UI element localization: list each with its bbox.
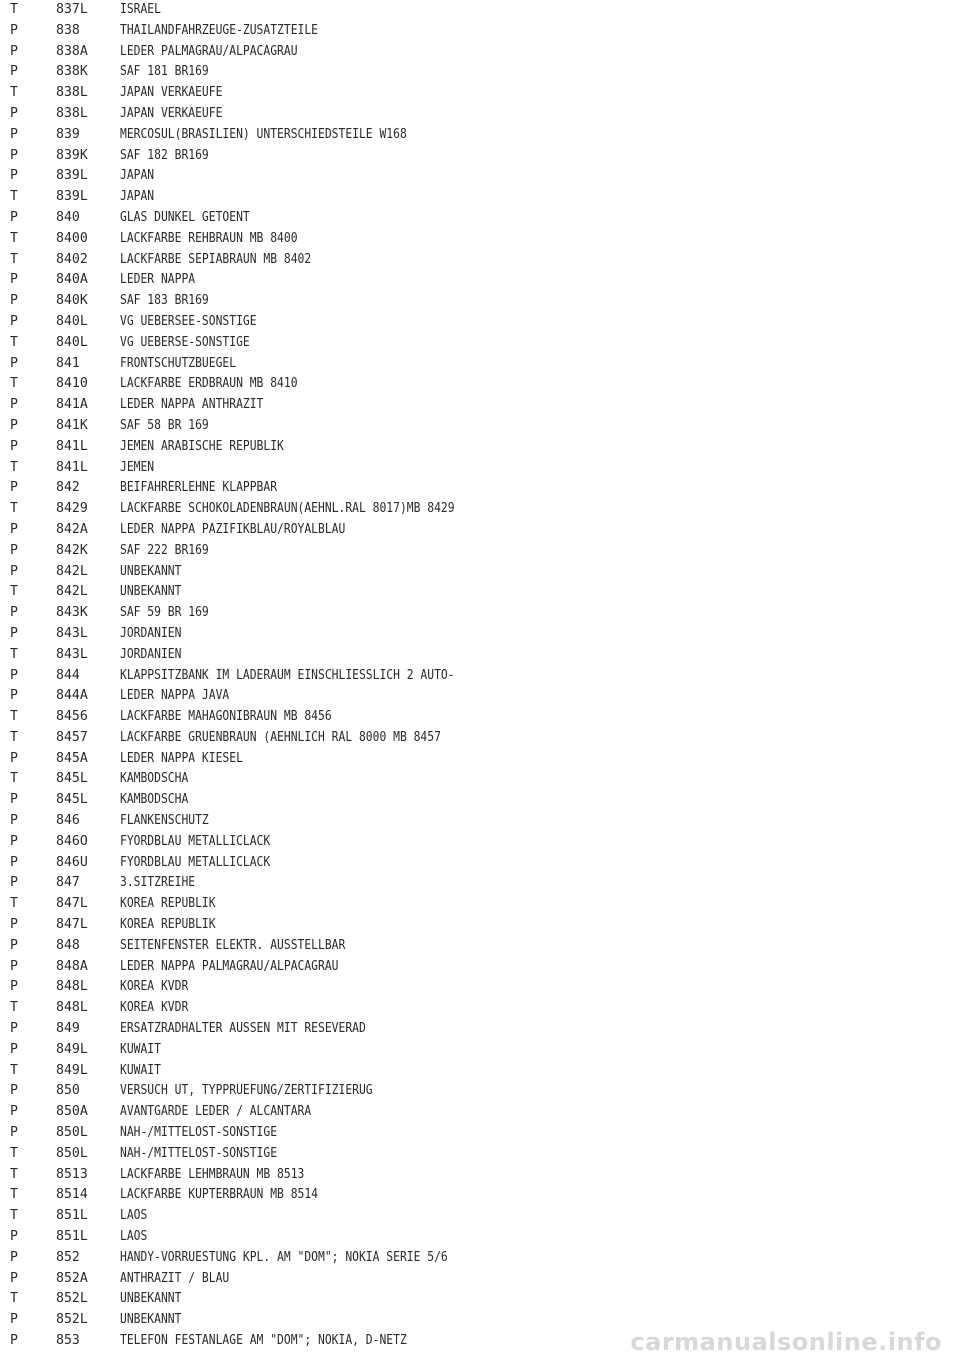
row-description: LEDER NAPPA PALMAGRAU/ALPACAGRAU — [120, 958, 339, 974]
row-description: KOREA KVDR — [120, 979, 189, 995]
row-description: LACKFARBE SCHOKOLADENBRAUN(AEHNL.RAL 8017)MB 8429 — [120, 501, 455, 517]
row-description: TELEFON FESTANLAGE AM "DOM"; NOKIA, D-NETZ — [120, 1333, 407, 1348]
row-code: 850L — [56, 1125, 88, 1141]
row-description: JAPAN — [120, 168, 155, 184]
code-row — [0, 1289, 960, 1310]
row-description: JEMEN — [120, 459, 155, 475]
row-code: 847L — [56, 917, 88, 933]
code-row — [0, 977, 960, 998]
code-row — [0, 42, 960, 63]
row-type: P — [10, 854, 18, 870]
row-type: P — [10, 979, 18, 995]
row-code: 838L — [56, 105, 88, 121]
code-row — [0, 936, 960, 957]
code-row — [0, 104, 960, 125]
row-description: UNBEKANNT — [120, 1291, 182, 1307]
code-row — [0, 686, 960, 707]
row-description: LEDER NAPPA KIESEL — [120, 750, 243, 766]
code-row — [0, 832, 960, 853]
row-type: P — [10, 480, 18, 496]
row-code: 841K — [56, 417, 88, 433]
row-type: T — [10, 459, 18, 475]
row-description: KAMBODSCHA — [120, 771, 189, 787]
row-code: 8514 — [56, 1187, 88, 1203]
row-type: P — [10, 542, 18, 558]
code-row — [0, 208, 960, 229]
row-type: P — [10, 147, 18, 163]
row-description: SAF 58 BR 169 — [120, 417, 209, 433]
code-row — [0, 1102, 960, 1123]
row-code: 849L — [56, 1041, 88, 1057]
code-row — [0, 707, 960, 728]
row-type: P — [10, 750, 18, 766]
row-description: THAILANDFAHRZEUGE-ZUSATZTEILE — [120, 22, 319, 38]
row-type: P — [10, 813, 18, 829]
row-code: 850A — [56, 1104, 88, 1120]
row-code: 845L — [56, 771, 88, 787]
row-description: FYORDBLAU METALLICLACK — [120, 833, 271, 849]
row-type: T — [10, 230, 18, 246]
row-description: LACKFARBE LEHMBRAUN MB 8513 — [120, 1166, 305, 1182]
code-row — [0, 1081, 960, 1102]
row-code: 838K — [56, 64, 88, 80]
row-code: 8456 — [56, 709, 88, 725]
row-description: SAF 182 BR169 — [120, 147, 209, 163]
row-code: 838L — [56, 85, 88, 101]
row-description: MERCOSUL(BRASILIEN) UNTERSCHIEDSTEILE W168 — [120, 126, 407, 142]
row-type: T — [10, 85, 18, 101]
row-type: T — [10, 1145, 18, 1161]
row-code: 842A — [56, 521, 88, 537]
code-row — [0, 416, 960, 437]
row-code: 840K — [56, 293, 88, 309]
code-row — [0, 998, 960, 1019]
row-code: 841L — [56, 459, 88, 475]
row-description: FRONTSCHUTZBUEGEL — [120, 355, 237, 371]
row-description: JORDANIEN — [120, 625, 182, 641]
row-code: 852A — [56, 1270, 88, 1286]
row-code: 847 — [56, 875, 80, 891]
row-code: 852L — [56, 1291, 88, 1307]
row-code: 843K — [56, 605, 88, 621]
code-row — [0, 1269, 960, 1290]
row-description: KOREA REPUBLIK — [120, 896, 216, 912]
code-row — [0, 1040, 960, 1061]
row-code: 847L — [56, 896, 88, 912]
row-description: LACKFARBE GRUENBRAUN (AEHNLICH RAL 8000 MB 8457 — [120, 729, 441, 745]
row-code: 848 — [56, 937, 80, 953]
row-type: P — [10, 521, 18, 537]
row-type: P — [10, 126, 18, 142]
row-code: 8402 — [56, 251, 88, 267]
row-code: 853 — [56, 1333, 80, 1348]
row-description: KUWAIT — [120, 1041, 161, 1057]
row-code: 839 — [56, 126, 80, 142]
code-row — [0, 624, 960, 645]
code-row — [0, 499, 960, 520]
row-type: T — [10, 376, 18, 392]
row-description: KOREA REPUBLIK — [120, 917, 216, 933]
row-type: P — [10, 313, 18, 329]
row-code: 850 — [56, 1083, 80, 1099]
code-row — [0, 1123, 960, 1144]
code-row — [0, 312, 960, 333]
row-type: T — [10, 1187, 18, 1203]
row-description: JAPAN VERKAEUFE — [120, 105, 223, 121]
row-description: KAMBODSCHA — [120, 792, 189, 808]
code-row — [0, 0, 960, 21]
row-code: 845A — [56, 750, 88, 766]
code-row — [0, 291, 960, 312]
row-type: P — [10, 1312, 18, 1328]
row-code: 849L — [56, 1062, 88, 1078]
code-row — [0, 1227, 960, 1248]
row-description: VG UEBERSEE-SONSTIGE — [120, 313, 257, 329]
row-description: SEITENFENSTER ELEKTR. AUSSTELLBAR — [120, 937, 346, 953]
code-row — [0, 166, 960, 187]
code-row — [0, 645, 960, 666]
row-type: T — [10, 729, 18, 745]
code-row — [0, 187, 960, 208]
row-type: T — [10, 189, 18, 205]
code-row — [0, 458, 960, 479]
row-code: 842L — [56, 584, 88, 600]
code-row — [0, 146, 960, 167]
row-description: LACKFARBE ERDBRAUN MB 8410 — [120, 376, 298, 392]
row-type: P — [10, 209, 18, 225]
row-description: SAF 181 BR169 — [120, 64, 209, 80]
row-type: P — [10, 438, 18, 454]
row-type: P — [10, 168, 18, 184]
row-code: 8429 — [56, 501, 88, 517]
code-row — [0, 811, 960, 832]
code-row — [0, 1185, 960, 1206]
row-code: 843L — [56, 625, 88, 641]
row-type: T — [10, 771, 18, 787]
row-description: HANDY-VORRUESTUNG KPL. AM "DOM"; NOKIA SERIE 5/6 — [120, 1249, 448, 1265]
row-description: BEIFAHRERLEHNE KLAPPBAR — [120, 480, 278, 496]
row-code: 842K — [56, 542, 88, 558]
code-row — [0, 270, 960, 291]
row-type: T — [10, 896, 18, 912]
row-code: 843L — [56, 646, 88, 662]
code-row — [0, 83, 960, 104]
row-type: T — [10, 334, 18, 350]
code-row — [0, 520, 960, 541]
row-code: 841 — [56, 355, 80, 371]
row-type: T — [10, 1062, 18, 1078]
row-type: T — [10, 1208, 18, 1224]
row-code: 852 — [56, 1249, 80, 1265]
row-type: P — [10, 792, 18, 808]
row-type: P — [10, 937, 18, 953]
code-row — [0, 1061, 960, 1082]
row-description: VG UEBERSE-SONSTIGE — [120, 334, 250, 350]
row-description: LAOS — [120, 1229, 148, 1245]
row-code: 845L — [56, 792, 88, 808]
row-description: KLAPPSITZBANK IM LADERAUM EINSCHLIESSLICH 2 AUTO- — [120, 667, 455, 683]
row-description: FYORDBLAU METALLICLACK — [120, 854, 271, 870]
code-row — [0, 21, 960, 42]
row-type: T — [10, 584, 18, 600]
row-type: P — [10, 1125, 18, 1141]
row-description: NAH-/MITTELOST-SONSTIGE — [120, 1145, 278, 1161]
row-type: P — [10, 64, 18, 80]
row-description: ANTHRAZIT / BLAU — [120, 1270, 230, 1286]
row-description: GLAS DUNKEL GETOENT — [120, 209, 250, 225]
row-type: P — [10, 417, 18, 433]
row-code: 846U — [56, 854, 88, 870]
row-description: KUWAIT — [120, 1062, 161, 1078]
row-type: T — [10, 709, 18, 725]
code-row — [0, 582, 960, 603]
row-type: P — [10, 1083, 18, 1099]
row-code: 850L — [56, 1145, 88, 1161]
code-row — [0, 478, 960, 499]
row-type: P — [10, 1249, 18, 1265]
code-row — [0, 437, 960, 458]
row-code: 842L — [56, 563, 88, 579]
row-type: P — [10, 917, 18, 933]
row-code: 840A — [56, 272, 88, 288]
row-description: ERSATZRADHALTER AUSSEN MIT RESEVERAD — [120, 1021, 366, 1037]
row-type: P — [10, 563, 18, 579]
row-description: FLANKENSCHUTZ — [120, 813, 209, 829]
code-row — [0, 894, 960, 915]
row-code: 848L — [56, 1000, 88, 1016]
code-row — [0, 853, 960, 874]
row-description: LEDER NAPPA ANTHRAZIT — [120, 397, 264, 413]
row-description: LAOS — [120, 1208, 148, 1224]
row-type: P — [10, 958, 18, 974]
code-row — [0, 873, 960, 894]
code-row — [0, 354, 960, 375]
row-code: 837L — [56, 2, 88, 17]
row-type: P — [10, 605, 18, 621]
row-type: P — [10, 22, 18, 38]
row-description: VERSUCH UT, TYPPRUEFUNG/ZERTIFIZIERUG — [120, 1083, 373, 1099]
row-type: P — [10, 43, 18, 59]
row-description: LACKFARBE SEPIABRAUN MB 8402 — [120, 251, 312, 267]
row-type: P — [10, 1333, 18, 1348]
code-row — [0, 1165, 960, 1186]
code-row — [0, 1248, 960, 1269]
row-type: T — [10, 251, 18, 267]
row-type: P — [10, 1229, 18, 1245]
row-code: 840 — [56, 209, 80, 225]
code-row — [0, 125, 960, 146]
code-row — [0, 229, 960, 250]
row-code: 844 — [56, 667, 80, 683]
row-description: KOREA KVDR — [120, 1000, 189, 1016]
row-code: 841A — [56, 397, 88, 413]
row-description: JEMEN ARABISCHE REPUBLIK — [120, 438, 284, 454]
row-type: P — [10, 355, 18, 371]
row-type: P — [10, 397, 18, 413]
row-type: T — [10, 501, 18, 517]
code-row — [0, 1206, 960, 1227]
row-code: 839L — [56, 168, 88, 184]
row-code: 8400 — [56, 230, 88, 246]
row-description: AVANTGARDE LEDER / ALCANTARA — [120, 1104, 312, 1120]
watermark: carmanualsonline.info — [630, 1328, 942, 1356]
row-description: JAPAN VERKAEUFE — [120, 85, 223, 101]
row-type: P — [10, 272, 18, 288]
row-description: LEDER NAPPA PAZIFIKBLAU/ROYALBLAU — [120, 521, 346, 537]
code-row — [0, 603, 960, 624]
row-code: 844A — [56, 688, 88, 704]
row-description: 3.SITZREIHE — [120, 875, 196, 891]
row-description: SAF 183 BR169 — [120, 293, 209, 309]
row-code: 840L — [56, 334, 88, 350]
row-code: 848L — [56, 979, 88, 995]
code-row — [0, 915, 960, 936]
row-type: P — [10, 293, 18, 309]
row-code: 839L — [56, 189, 88, 205]
row-code: 851L — [56, 1229, 88, 1245]
row-type: P — [10, 875, 18, 891]
row-code: 848A — [56, 958, 88, 974]
row-code: 8410 — [56, 376, 88, 392]
row-type: T — [10, 646, 18, 662]
row-description: LEDER NAPPA — [120, 272, 196, 288]
row-code: 846O — [56, 833, 88, 849]
row-type: P — [10, 667, 18, 683]
row-code: 846 — [56, 813, 80, 829]
row-description: LEDER PALMAGRAU/ALPACAGRAU — [120, 43, 298, 59]
row-description: UNBEKANNT — [120, 1312, 182, 1328]
row-code: 8513 — [56, 1166, 88, 1182]
row-type: P — [10, 1104, 18, 1120]
code-row — [0, 541, 960, 562]
row-description: SAF 222 BR169 — [120, 542, 209, 558]
row-code: 851L — [56, 1208, 88, 1224]
code-row — [0, 1144, 960, 1165]
code-row — [0, 395, 960, 416]
row-description: LEDER NAPPA JAVA — [120, 688, 230, 704]
code-row — [0, 790, 960, 811]
row-description: LACKFARBE MAHAGONIBRAUN MB 8456 — [120, 709, 332, 725]
row-description: SAF 59 BR 169 — [120, 605, 209, 621]
code-row — [0, 728, 960, 749]
row-description: ISRAEL — [120, 2, 161, 17]
row-code: 838A — [56, 43, 88, 59]
code-row — [0, 957, 960, 978]
row-code: 839K — [56, 147, 88, 163]
code-row — [0, 769, 960, 790]
row-type: P — [10, 1021, 18, 1037]
row-type: P — [10, 688, 18, 704]
row-code: 852L — [56, 1312, 88, 1328]
row-type: P — [10, 105, 18, 121]
code-row — [0, 749, 960, 770]
row-description: UNBEKANNT — [120, 563, 182, 579]
code-row — [0, 1019, 960, 1040]
row-type: T — [10, 2, 18, 17]
row-code: 8457 — [56, 729, 88, 745]
row-code: 842 — [56, 480, 80, 496]
row-code: 849 — [56, 1021, 80, 1037]
code-row — [0, 374, 960, 395]
code-row — [0, 62, 960, 83]
code-row — [0, 333, 960, 354]
row-type: P — [10, 625, 18, 641]
row-type: P — [10, 1270, 18, 1286]
row-type: P — [10, 1041, 18, 1057]
code-row — [0, 666, 960, 687]
row-type: P — [10, 833, 18, 849]
row-code: 838 — [56, 22, 80, 38]
row-description: NAH-/MITTELOST-SONSTIGE — [120, 1125, 278, 1141]
row-type: T — [10, 1291, 18, 1307]
code-row — [0, 562, 960, 583]
row-description: JORDANIEN — [120, 646, 182, 662]
row-type: T — [10, 1166, 18, 1182]
row-code: 840L — [56, 313, 88, 329]
row-description: JAPAN — [120, 189, 155, 205]
row-description: LACKFARBE REHBRAUN MB 8400 — [120, 230, 298, 246]
row-code: 841L — [56, 438, 88, 454]
row-type: T — [10, 1000, 18, 1016]
row-description: UNBEKANNT — [120, 584, 182, 600]
code-row — [0, 250, 960, 271]
row-description: LACKFARBE KUPTERBRAUN MB 8514 — [120, 1187, 319, 1203]
